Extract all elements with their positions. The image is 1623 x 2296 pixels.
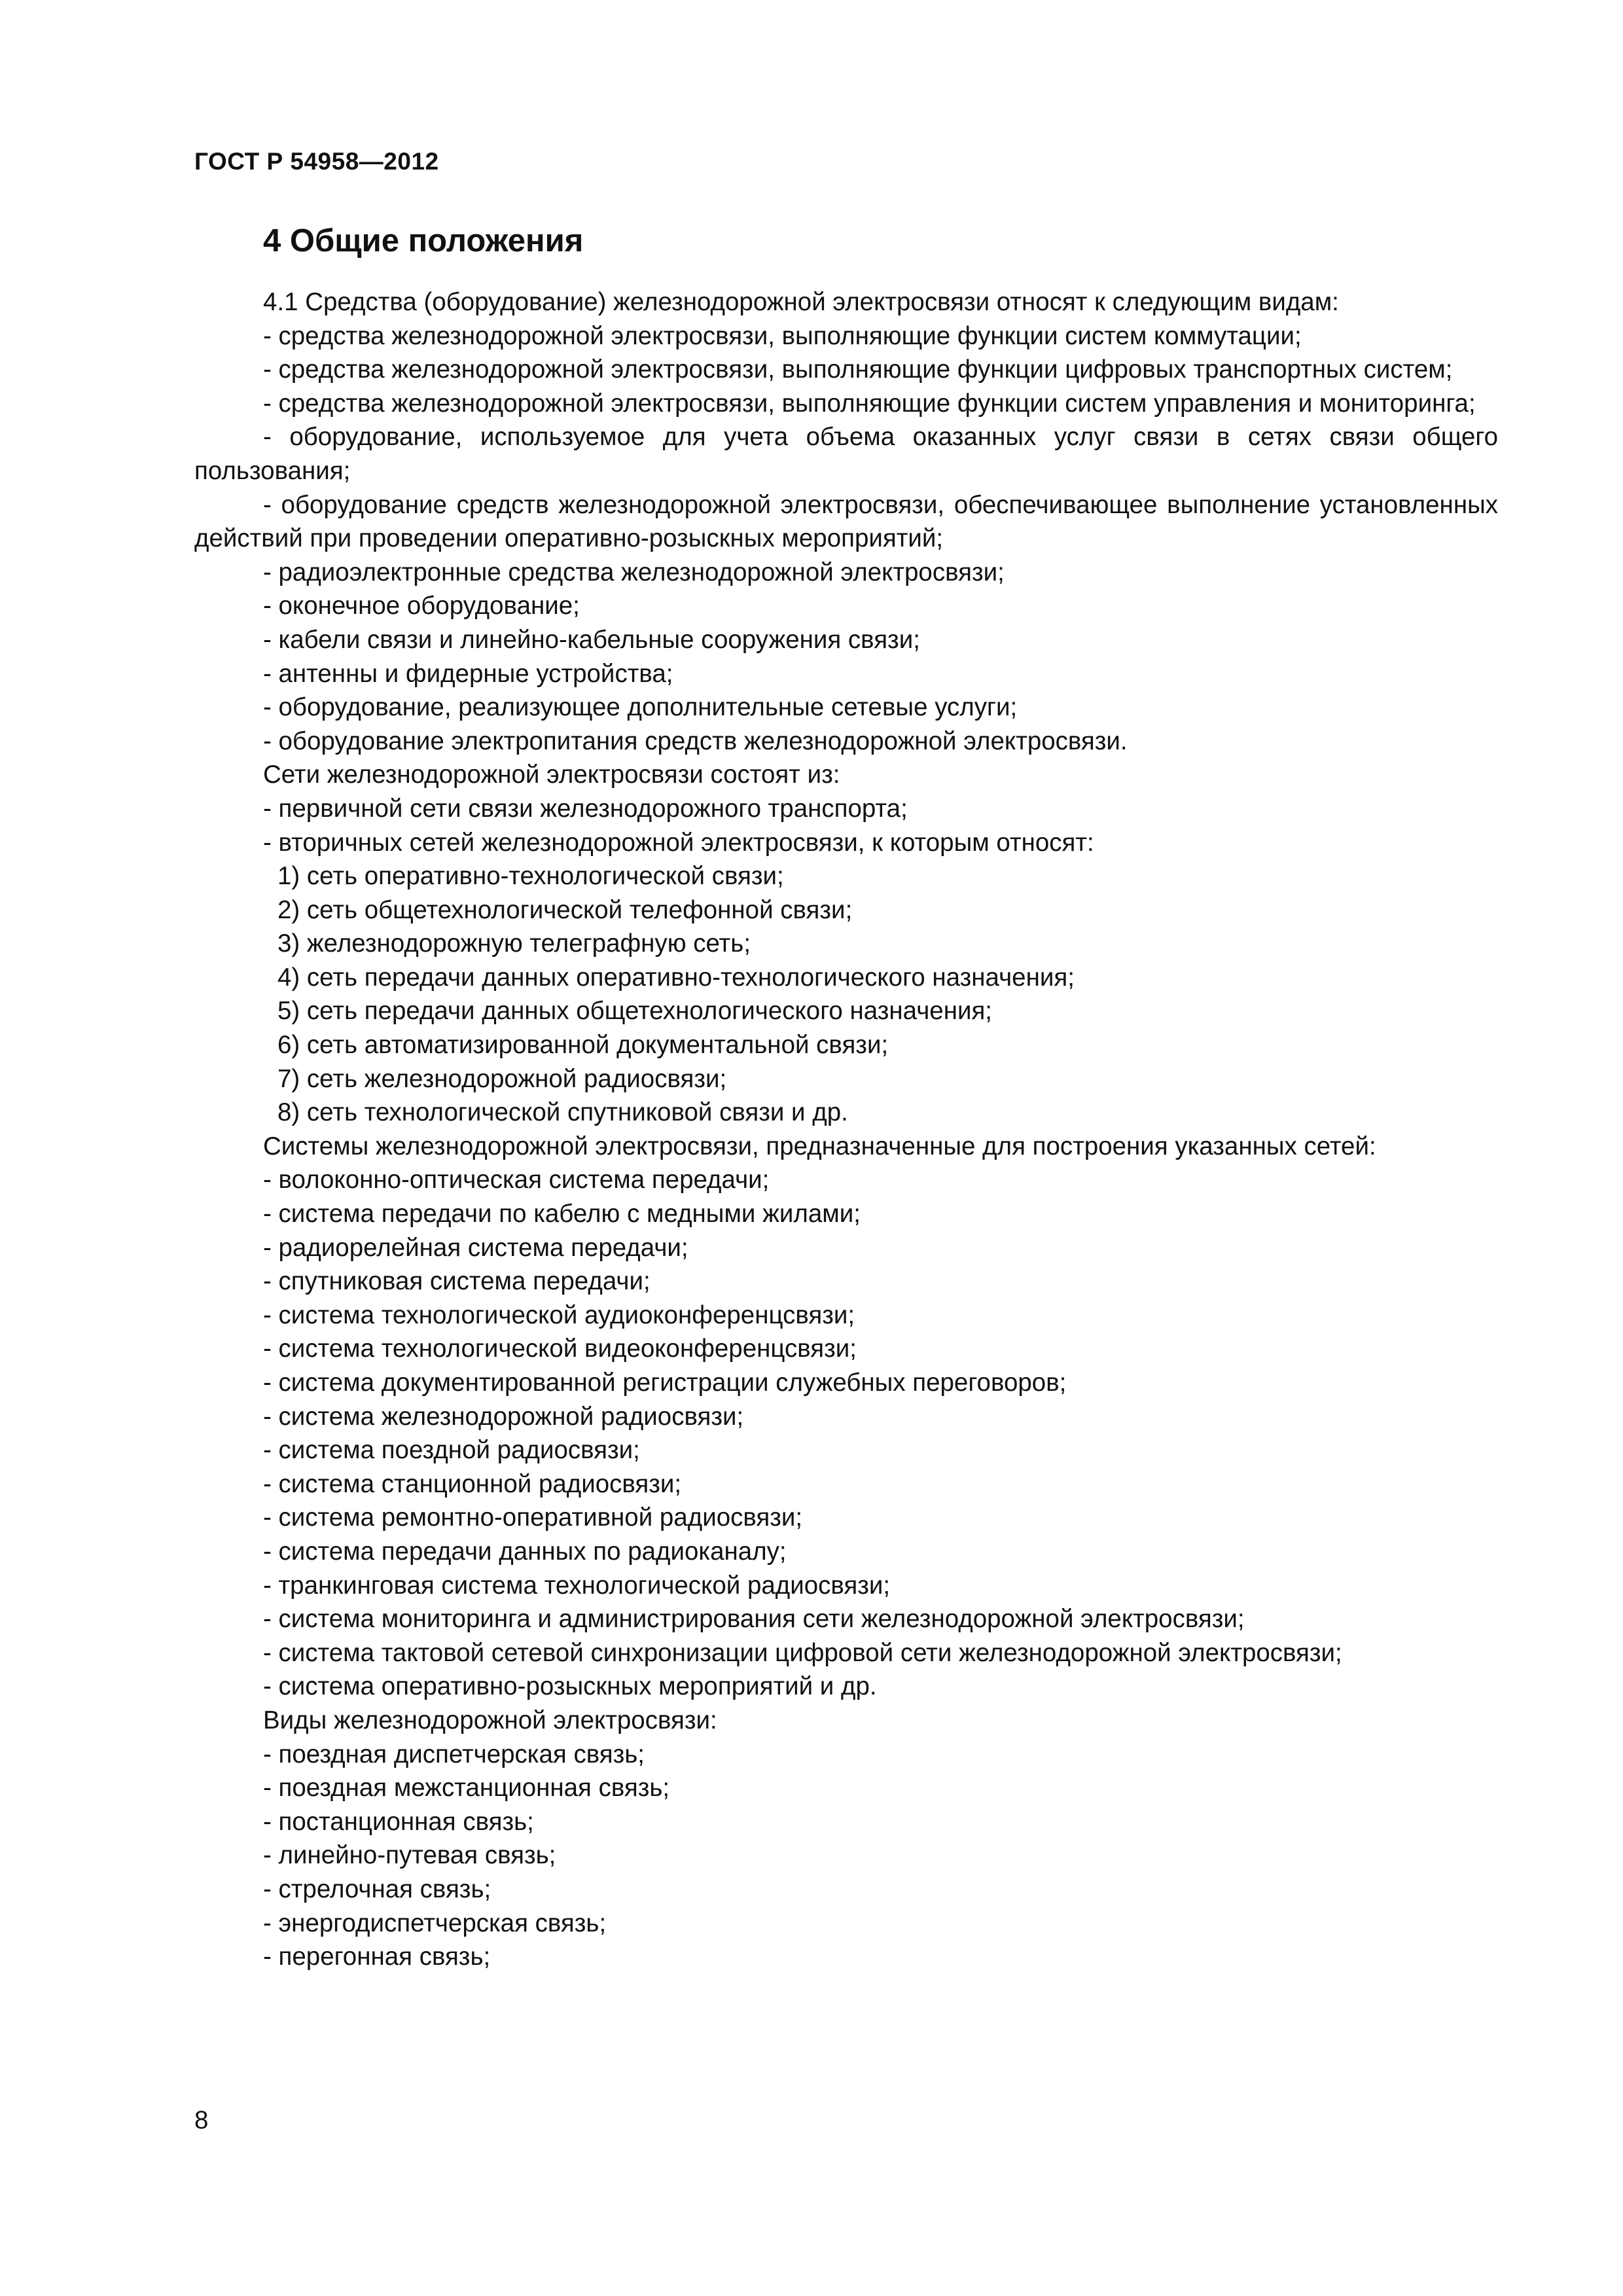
- list-item: - система ремонтно-оперативной радиосвязи;: [263, 1503, 803, 1532]
- list-item: - система оперативно-розыскных мероприятий и др.: [263, 1672, 877, 1701]
- list-item: - оборудование средств железнодорожной электросвязи, обеспечивающее выполнение установленных действий при проведении оперативно-розыскных мероприятий;: [194, 490, 1498, 553]
- list-item: - оборудование электропитания средств железнодорожной электросвязи.: [263, 726, 1128, 755]
- list-item: - система документированной регистрации служебных переговоров;: [263, 1369, 1067, 1397]
- list-item: - линейно-путевая связь;: [263, 1841, 556, 1870]
- list-item: - система технологической видеоконференцсвязи;: [263, 1335, 857, 1363]
- list-item: - волоконно-оптическая система передачи;: [263, 1166, 770, 1194]
- numbered-item: 7) сеть железнодорожной радиосвязи;: [277, 1064, 727, 1093]
- list-item: - первичной сети связи железнодорожного транспорта;: [263, 794, 908, 823]
- numbered-item: 4) сеть передачи данных оперативно-технологического назначения;: [277, 963, 1075, 992]
- list-item: - оконечное оборудование;: [263, 592, 580, 620]
- list-item: - система поездной радиосвязи;: [263, 1436, 640, 1465]
- list-item: - система тактовой сетевой синхронизации цифровой сети железнодорожной электросвязи;: [263, 1638, 1342, 1667]
- paragraph-4-1: 4.1 Средства (оборудование) железнодорожной электросвязи относят к следующим видам:: [263, 288, 1339, 316]
- list-item: - перегонная связь;: [263, 1943, 491, 1971]
- list-item: - средства железнодорожной электросвязи, выполняющие функции систем коммутации;: [263, 321, 1302, 350]
- list-item: - энергодиспетчерская связь;: [263, 1909, 607, 1937]
- list-item: - оборудование, используемое для учета объема оказанных услуг связи в сетях связи общего пользования;: [194, 423, 1498, 485]
- page-number: 8: [194, 2106, 209, 2134]
- numbered-item: 8) сеть технологической спутниковой связи и др.: [277, 1098, 848, 1127]
- list-item: - средства железнодорожной электросвязи, выполняющие функции систем управления и мониторинга;: [263, 389, 1476, 418]
- numbered-item: 5) сеть передачи данных общетехнологического назначения;: [277, 997, 993, 1026]
- list-item: - радиорелейная система передачи;: [263, 1233, 688, 1262]
- list-item: - спутниковая система передачи;: [263, 1267, 651, 1296]
- document-body: [194, 285, 1498, 1974]
- numbered-item: 3) железнодорожную телеграфную сеть;: [277, 929, 751, 958]
- list-item: - радиоэлектронные средства железнодорожной электросвязи;: [263, 558, 1005, 586]
- list-item: - система передачи данных по радиоканалу;: [263, 1537, 787, 1566]
- list-item: - система мониторинга и администрирования сети железнодорожной электросвязи;: [263, 1605, 1245, 1634]
- list-item: - оборудование, реализующее дополнительные сетевые услуги;: [263, 693, 1018, 722]
- list-item: - антенны и фидерные устройства;: [263, 659, 673, 688]
- list-item: - транкинговая система технологической радиосвязи;: [263, 1571, 891, 1600]
- section-title: 4 Общие положения: [263, 223, 584, 259]
- list-item: - система железнодорожной радиосвязи;: [263, 1402, 744, 1431]
- list-item: - система технологической аудиоконференцсвязи;: [263, 1300, 855, 1329]
- numbered-item: 6) сеть автоматизированной документальной связи;: [277, 1031, 889, 1060]
- systems-intro: Системы железнодорожной электросвязи, предназначенные для построения указанных сетей:: [263, 1132, 1376, 1160]
- numbered-item: 2) сеть общетехнологической телефонной связи;: [277, 895, 853, 924]
- list-item: - вторичных сетей железнодорожной электросвязи, к которым относят:: [263, 828, 1094, 857]
- networks-intro: Сети железнодорожной электросвязи состоят из:: [263, 761, 840, 789]
- list-item: - система передачи по кабелю с медными жилами;: [263, 1200, 861, 1229]
- types-intro: Виды железнодорожной электросвязи:: [263, 1706, 717, 1734]
- standard-code-header: ГОСТ Р 54958—2012: [194, 148, 439, 175]
- list-item: - поездная межстанционная связь;: [263, 1774, 670, 1803]
- list-item: - стрелочная связь;: [263, 1874, 491, 1903]
- list-item: - средства железнодорожной электросвязи, выполняющие функции цифровых транспортных систем;: [263, 355, 1453, 384]
- list-item: - поездная диспетчерская связь;: [263, 1740, 645, 1768]
- list-item: - система станционной радиосвязи;: [263, 1469, 682, 1498]
- numbered-item: 1) сеть оперативно-технологической связи;: [277, 862, 784, 891]
- list-item: - кабели связи и линейно-кабельные сооружения связи;: [263, 625, 920, 654]
- list-item: - постанционная связь;: [263, 1807, 534, 1836]
